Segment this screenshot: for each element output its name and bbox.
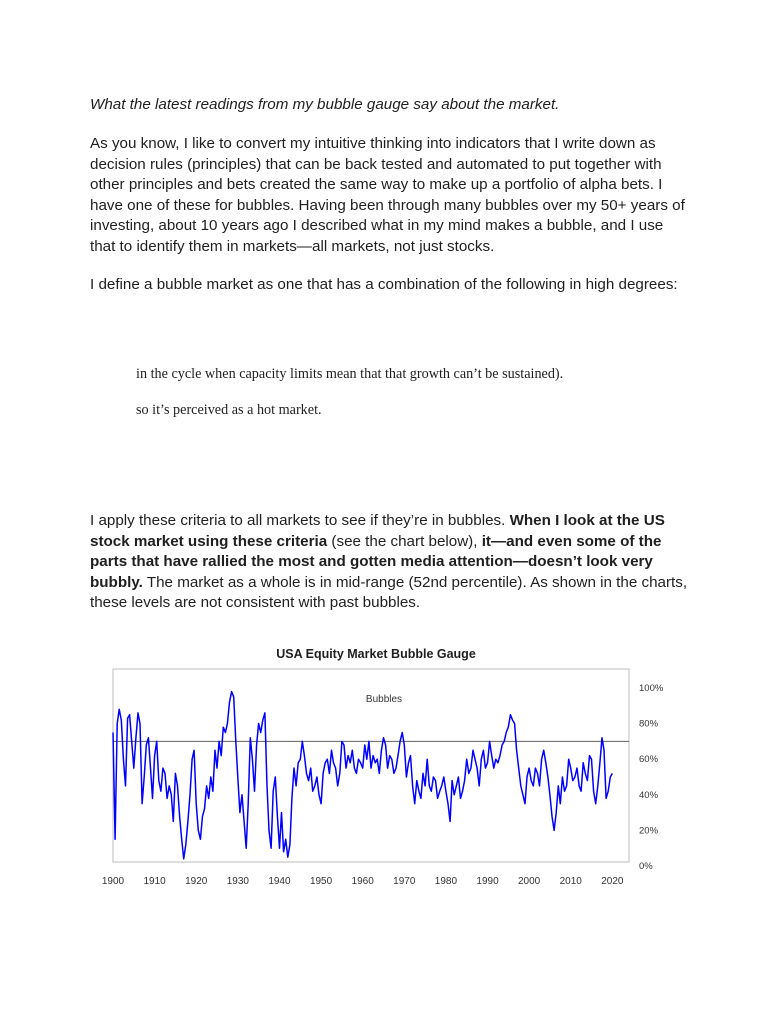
y-tick-label: 80% — [639, 718, 659, 730]
y-tick-label: 100% — [639, 683, 664, 694]
text-run: The market as a whole is in mid-range (52nd percentile). As shown in the charts, these levels are not consistent with past bubbles. — [90, 573, 688, 612]
x-tick-label: 1980 — [434, 876, 458, 887]
bubbles-annotation: Bubbles — [365, 694, 403, 705]
y-tick-label: 40% — [639, 789, 659, 801]
y-tick-label: 20% — [639, 825, 659, 837]
x-tick-label: 2010 — [559, 876, 582, 887]
x-tick-label: 1910 — [143, 876, 166, 887]
paragraph-method: As you know, I like to convert my intuitive thinking into indicators that I write down as decision rules (principles) that can be back tested and automated to put together with other principles and bets created the same way to make up a portfolio of alpha bets. I have one of these for bubbles. Having been through many bubbles over my 50+ years of investing, about 10 years ago I described what in my mind makes a bubble, and I use that to identify them in markets—all markets, not just stocks. — [90, 135, 685, 255]
bold-run: When I look at the US stock market using these criteria — [90, 512, 665, 550]
x-tick-label: 1900 — [101, 876, 125, 887]
y-tick-label: 60% — [639, 754, 659, 766]
bold-run: it—and even some of the parts that have rallied the most and gotten media attention—doesn’t look very bubbly. — [90, 532, 662, 591]
paragraph-definition: I define a bubble market as one that has a combination of the following in high degrees: — [90, 276, 678, 293]
x-tick-label: 1950 — [309, 876, 333, 887]
chart-title: USA Equity Market Bubble Gauge — [276, 647, 476, 661]
criterion-line-1: in the cycle when capacity limits mean that that growth can’t be sustained). — [136, 366, 564, 382]
bubble-gauge-chart — [96, 640, 676, 890]
text-run: I apply these criteria to all markets to see if they’re in bubbles. — [90, 512, 510, 529]
x-tick-label: 1930 — [226, 876, 249, 887]
gauge-series-line — [113, 692, 612, 859]
x-tick-label: 1940 — [268, 876, 291, 887]
x-tick-label: 1970 — [393, 876, 416, 887]
x-tick-label: 2000 — [518, 876, 541, 887]
text-run: (see the chart below), — [327, 532, 482, 550]
y-tick-label: 0% — [639, 861, 653, 872]
paragraph-application — [90, 511, 690, 614]
criterion-line-2: so it’s perceived as a hot market. — [136, 402, 322, 418]
x-tick-label: 1920 — [185, 876, 208, 887]
x-tick-label: 2020 — [601, 876, 624, 887]
x-tick-label: 1960 — [351, 876, 374, 887]
x-tick-label: 1990 — [476, 876, 499, 887]
intro-line: What the latest readings from my bubble gauge say about the market. — [90, 96, 560, 113]
